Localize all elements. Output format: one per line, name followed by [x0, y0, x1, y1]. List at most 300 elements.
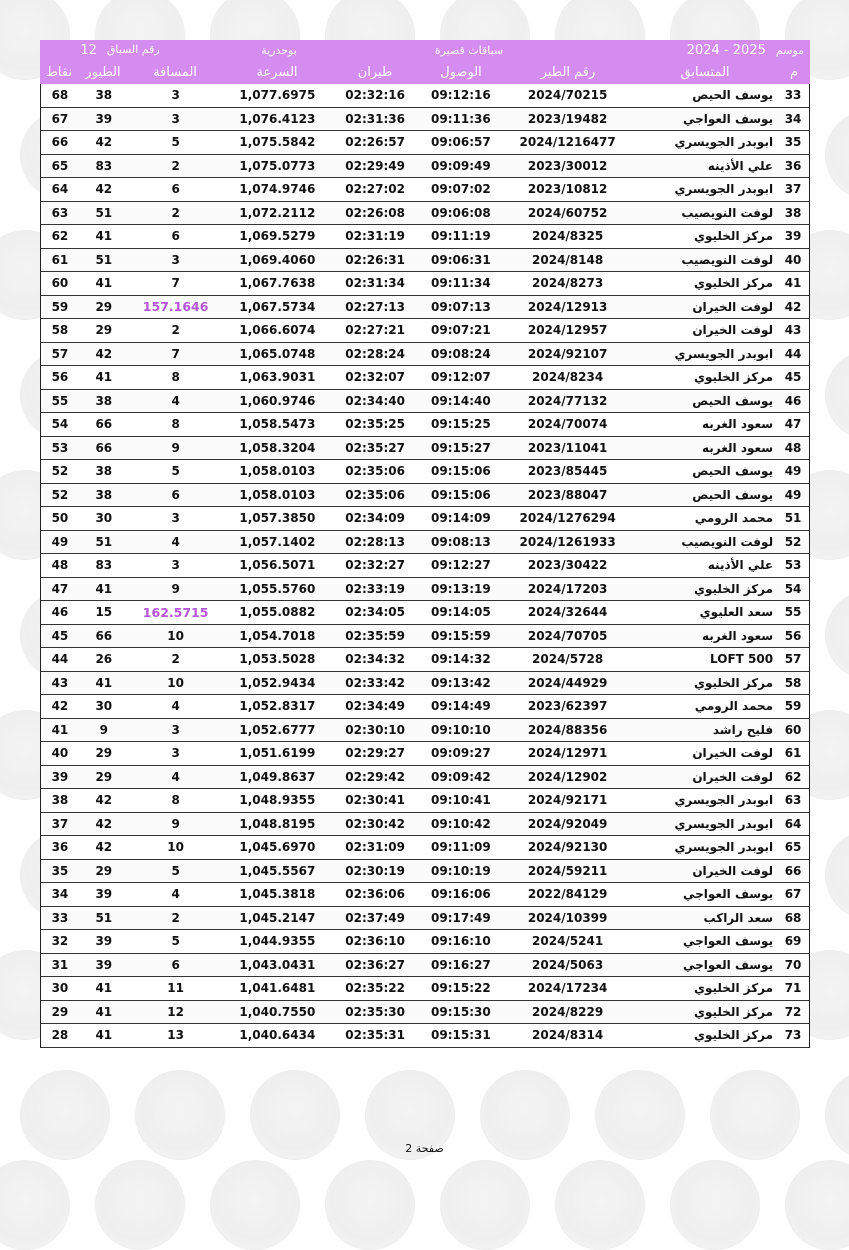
cell-distance: 7 — [171, 346, 180, 361]
cell-name: يوسف العواجي — [682, 957, 774, 972]
cell-points: 39 — [51, 769, 69, 784]
cell-rank: 34 — [784, 111, 802, 126]
cell-speed: 1,052.9434 — [239, 675, 316, 690]
table-row — [41, 178, 809, 202]
cell-points: 50 — [51, 511, 69, 526]
cell-arrival: 09:08:24 — [431, 346, 491, 361]
cell-flight: 02:35:22 — [345, 981, 405, 996]
cell-ring: 2024/1261933 — [519, 534, 616, 549]
cell-name: لوفت النويصيب — [681, 252, 774, 267]
watermark-logo — [785, 1160, 849, 1250]
cell-flight: 02:30:42 — [345, 816, 405, 831]
table-row — [41, 343, 809, 367]
cell-ring: 2024/88356 — [527, 722, 608, 737]
cell-distance: 2 — [171, 652, 180, 667]
watermark-logo — [825, 350, 849, 440]
cell-flight: 02:34:32 — [345, 652, 405, 667]
cell-arrival: 09:16:06 — [431, 887, 491, 902]
cell-ring: 2024/44929 — [527, 675, 608, 690]
cell-points: 66 — [51, 135, 69, 150]
cell-rank: 68 — [784, 910, 802, 925]
cell-speed: 1,045.6970 — [239, 840, 316, 855]
cell-flight: 02:35:30 — [345, 1004, 405, 1019]
cell-arrival: 09:11:19 — [431, 229, 491, 244]
cell-ring: 2024/77132 — [527, 393, 608, 408]
cell-name: سعد العليوي — [699, 605, 774, 620]
cell-speed: 1,040.7550 — [239, 1004, 316, 1019]
cell-name: سعود الغربه — [702, 417, 774, 432]
cell-points: 57 — [51, 346, 69, 361]
cell-birds: 51 — [95, 252, 113, 267]
cell-name: يوسف الحيص — [692, 464, 774, 479]
cell-name: لوفت الخيران — [692, 746, 774, 761]
cell-name: يوسف الحيص — [692, 393, 774, 408]
cell-speed: 1,058.5473 — [239, 417, 316, 432]
cell-rank: 51 — [784, 511, 802, 526]
cell-distance: 3 — [171, 558, 180, 573]
cell-rank: 43 — [784, 323, 802, 338]
cell-rank: 49 — [784, 464, 802, 479]
cell-flight: 02:29:27 — [345, 746, 405, 761]
cell-ring: 2024/92130 — [527, 840, 608, 855]
cell-arrival: 09:12:16 — [431, 88, 491, 103]
col-header-distance: المسافة — [153, 64, 197, 80]
cell-flight: 02:36:27 — [345, 957, 405, 972]
table-row — [41, 131, 809, 155]
cell-speed: 1,076.4123 — [239, 111, 316, 126]
cell-name: محمد الرومي — [694, 511, 774, 526]
cell-birds: 83 — [95, 158, 113, 173]
cell-birds: 41 — [95, 370, 113, 385]
cell-ring: 2024/5728 — [532, 652, 604, 667]
table-row — [41, 672, 809, 696]
cell-distance: 10 — [167, 675, 184, 690]
cell-name: مركز الخليوي — [693, 229, 774, 244]
cell-speed: 1,075.5842 — [239, 135, 316, 150]
table-row — [41, 695, 809, 719]
cell-rank: 64 — [784, 816, 802, 831]
table-row — [41, 484, 809, 508]
cell-distance: 3 — [171, 111, 180, 126]
cell-name: ابوبدر الجويسري — [674, 816, 774, 831]
col-header-birds: الطيور — [85, 64, 121, 80]
cell-arrival: 09:09:27 — [431, 746, 491, 761]
race-number: 12 — [80, 42, 97, 58]
cell-name: سعود الغربه — [702, 440, 774, 455]
cell-flight: 02:29:42 — [345, 769, 405, 784]
cell-distance: 4 — [171, 887, 180, 902]
cell-speed: 1,048.8195 — [239, 816, 316, 831]
cell-name: يوسف العواجي — [682, 887, 774, 902]
cell-arrival: 09:13:42 — [431, 675, 491, 690]
table-row — [41, 507, 809, 531]
cell-birds: 41 — [95, 229, 113, 244]
cell-ring: 2024/70705 — [527, 628, 608, 643]
cell-ring: 2024/5063 — [532, 957, 604, 972]
watermark-logo — [825, 590, 849, 680]
cell-distance: 13 — [167, 1028, 184, 1043]
table-row — [41, 836, 809, 860]
cell-ring: 2022/84129 — [527, 887, 608, 902]
table-row — [41, 390, 809, 414]
cell-speed: 1,049.8637 — [239, 769, 316, 784]
cell-ring: 2024/8325 — [532, 229, 604, 244]
cell-flight: 02:30:41 — [345, 793, 405, 808]
cell-flight: 02:31:34 — [345, 276, 405, 291]
cell-birds: 51 — [95, 910, 113, 925]
cell-speed: 1,075.0773 — [239, 158, 316, 173]
cell-rank: 52 — [784, 534, 802, 549]
cell-name: LOFT 500 — [710, 652, 774, 667]
cell-arrival: 09:09:49 — [431, 158, 491, 173]
col-header-rank: م — [789, 64, 799, 80]
cell-ring: 2024/32644 — [527, 605, 608, 620]
table-row — [41, 1001, 809, 1025]
cell-arrival: 09:16:27 — [431, 957, 491, 972]
table-row — [41, 601, 809, 625]
cell-ring: 2024/12957 — [527, 323, 608, 338]
cell-distance: 162.5715 — [142, 604, 209, 620]
cell-ring: 2024/70074 — [527, 417, 608, 432]
cell-ring: 2024/17203 — [527, 581, 608, 596]
season-label: موسم — [775, 43, 804, 57]
watermark-logo — [210, 1160, 300, 1250]
cell-distance: 4 — [171, 769, 180, 784]
cell-points: 47 — [51, 581, 69, 596]
cell-distance: 4 — [171, 393, 180, 408]
cell-name: سعد الراكب — [703, 910, 774, 925]
cell-flight: 02:28:13 — [345, 534, 405, 549]
cell-flight: 02:27:13 — [345, 299, 405, 314]
cell-ring: 2024/1216477 — [519, 135, 616, 150]
cell-ring: 2024/12913 — [527, 299, 608, 314]
cell-speed: 1,048.9355 — [239, 793, 316, 808]
cell-points: 45 — [51, 628, 69, 643]
cell-arrival: 09:14:09 — [431, 511, 491, 526]
cell-flight: 02:35:59 — [345, 628, 405, 643]
cell-points: 34 — [51, 887, 69, 902]
cell-ring: 2023/10812 — [527, 182, 608, 197]
cell-birds: 42 — [95, 793, 113, 808]
cell-ring: 2024/12902 — [527, 769, 608, 784]
cell-distance: 6 — [171, 957, 180, 972]
cell-ring: 2024/8234 — [532, 370, 604, 385]
cell-birds: 41 — [95, 1004, 113, 1019]
watermark-logo — [95, 1160, 185, 1250]
cell-birds: 9 — [99, 722, 108, 737]
cell-distance: 8 — [171, 793, 180, 808]
cell-birds: 38 — [95, 393, 113, 408]
table-row — [41, 625, 809, 649]
watermark-logo — [325, 1160, 415, 1250]
col-header-ring: رقم الطير — [540, 64, 596, 80]
table-row — [41, 272, 809, 296]
cell-flight: 02:26:08 — [345, 205, 405, 220]
race-number-info — [46, 43, 194, 58]
table-row — [41, 531, 809, 555]
cell-flight: 02:34:40 — [345, 393, 405, 408]
cell-birds: 39 — [95, 957, 113, 972]
cell-distance: 9 — [171, 440, 180, 455]
cell-birds: 66 — [95, 628, 113, 643]
cell-flight: 02:30:19 — [345, 863, 405, 878]
cell-arrival: 09:12:27 — [431, 558, 491, 573]
cell-name: ابوبدر الجويسري — [674, 793, 774, 808]
cell-speed: 1,052.6777 — [239, 722, 316, 737]
cell-arrival: 09:07:02 — [431, 182, 491, 197]
cell-flight: 02:27:02 — [345, 182, 405, 197]
table-row — [41, 860, 809, 884]
cell-rank: 48 — [784, 440, 802, 455]
watermark-logo — [440, 1160, 530, 1250]
cell-ring: 2024/8273 — [532, 276, 604, 291]
cell-ring: 2024/10399 — [527, 910, 608, 925]
table-row — [41, 413, 809, 437]
table-row — [41, 319, 809, 343]
cell-speed: 1,077.6975 — [239, 88, 316, 103]
cell-rank: 55 — [784, 605, 802, 620]
cell-rank: 65 — [784, 840, 802, 855]
cell-points: 42 — [51, 699, 69, 714]
cell-birds: 29 — [95, 746, 113, 761]
table-row — [41, 225, 809, 249]
cell-distance: 2 — [171, 910, 180, 925]
cell-birds: 42 — [95, 346, 113, 361]
cell-distance: 7 — [171, 276, 180, 291]
cell-arrival: 09:10:42 — [431, 816, 491, 831]
cell-arrival: 09:15:31 — [431, 1028, 491, 1043]
cell-flight: 02:31:36 — [345, 111, 405, 126]
table-row — [41, 719, 809, 743]
cell-arrival: 09:12:07 — [431, 370, 491, 385]
cell-arrival: 09:15:22 — [431, 981, 491, 996]
cell-flight: 02:34:05 — [345, 605, 405, 620]
cell-rank: 54 — [784, 581, 802, 596]
cell-name: ابوبدر الجويسري — [674, 346, 774, 361]
cell-speed: 1,067.7638 — [239, 276, 316, 291]
cell-speed: 1,045.5567 — [239, 863, 316, 878]
cell-rank: 53 — [784, 558, 802, 573]
cell-distance: 3 — [171, 722, 180, 737]
cell-distance: 5 — [171, 934, 180, 949]
cell-flight: 02:35:06 — [345, 464, 405, 479]
cell-speed: 1,057.1402 — [239, 534, 316, 549]
cell-flight: 02:33:19 — [345, 581, 405, 596]
cell-rank: 56 — [784, 628, 802, 643]
race-number-label: رقم السباق — [106, 42, 160, 56]
table-row — [41, 84, 809, 108]
cell-arrival: 09:08:13 — [431, 534, 491, 549]
cell-name: لوفت الخيران — [692, 323, 774, 338]
cell-ring: 2023/30012 — [527, 158, 608, 173]
col-header-arrival: الوصول — [440, 64, 482, 80]
cell-points: 52 — [51, 487, 69, 502]
table-row — [41, 108, 809, 132]
cell-points: 48 — [51, 558, 69, 573]
cell-distance: 2 — [171, 205, 180, 220]
cell-points: 65 — [51, 158, 69, 173]
cell-rank: 61 — [784, 746, 802, 761]
cell-ring: 2024/8314 — [532, 1028, 604, 1043]
cell-distance: 4 — [171, 699, 180, 714]
cell-rank: 41 — [784, 276, 802, 291]
cell-rank: 46 — [784, 393, 802, 408]
cell-points: 67 — [51, 111, 69, 126]
cell-distance: 9 — [171, 581, 180, 596]
cell-speed: 1,067.5734 — [239, 299, 316, 314]
cell-rank: 37 — [784, 182, 802, 197]
cell-birds: 83 — [95, 558, 113, 573]
cell-ring: 2023/85445 — [527, 464, 608, 479]
cell-rank: 59 — [784, 699, 802, 714]
page-number: صفحة 2 — [405, 1142, 444, 1155]
cell-distance: 5 — [171, 464, 180, 479]
cell-flight: 02:35:27 — [345, 440, 405, 455]
cell-points: 54 — [51, 417, 69, 432]
cell-flight: 02:35:31 — [345, 1028, 405, 1043]
season-years: 2025 - 2024 — [686, 42, 766, 58]
cell-ring: 2023/30422 — [527, 558, 608, 573]
table-row — [41, 954, 809, 978]
cell-ring: 2024/5241 — [532, 934, 604, 949]
cell-arrival: 09:09:42 — [431, 769, 491, 784]
cell-birds: 39 — [95, 887, 113, 902]
cell-birds: 42 — [95, 135, 113, 150]
cell-flight: 02:29:49 — [345, 158, 405, 173]
cell-speed: 1,054.7018 — [239, 628, 316, 643]
cell-rank: 49 — [784, 487, 802, 502]
cell-rank: 42 — [784, 299, 802, 314]
cell-points: 49 — [51, 534, 69, 549]
cell-flight: 02:26:57 — [345, 135, 405, 150]
cell-birds: 66 — [95, 417, 113, 432]
cell-flight: 02:28:24 — [345, 346, 405, 361]
cell-points: 33 — [51, 910, 69, 925]
cell-flight: 02:32:07 — [345, 370, 405, 385]
cell-name: ابوبدر الجويسري — [674, 182, 774, 197]
cell-arrival: 09:15:27 — [431, 440, 491, 455]
cell-arrival: 09:15:06 — [431, 464, 491, 479]
watermark-logo — [670, 1160, 760, 1250]
cell-points: 68 — [51, 88, 69, 103]
cell-name: مركز الخليوي — [693, 276, 774, 291]
cell-points: 32 — [51, 934, 69, 949]
cell-rank: 71 — [784, 981, 802, 996]
cell-ring: 2024/60752 — [527, 205, 608, 220]
cell-flight: 02:35:25 — [345, 417, 405, 432]
cell-flight: 02:34:09 — [345, 511, 405, 526]
col-header-points: نقاط — [45, 64, 73, 80]
cell-speed: 1,053.5028 — [239, 652, 316, 667]
cell-arrival: 09:10:41 — [431, 793, 491, 808]
cell-distance: 5 — [171, 863, 180, 878]
cell-speed: 1,045.3818 — [239, 887, 316, 902]
cell-distance: 6 — [171, 229, 180, 244]
table-row — [41, 813, 809, 837]
cell-arrival: 09:11:36 — [431, 111, 491, 126]
cell-speed: 1,074.9746 — [239, 182, 316, 197]
cell-points: 30 — [51, 981, 69, 996]
cell-rank: 70 — [784, 957, 802, 972]
cell-birds: 41 — [95, 276, 113, 291]
cell-speed: 1,056.5071 — [239, 558, 316, 573]
cell-distance: 2 — [171, 323, 180, 338]
cell-speed: 1,055.5760 — [239, 581, 316, 596]
cell-rank: 69 — [784, 934, 802, 949]
cell-birds: 41 — [95, 675, 113, 690]
cell-ring: 2023/88047 — [527, 487, 608, 502]
cell-arrival: 09:10:10 — [431, 722, 491, 737]
cell-points: 37 — [51, 816, 69, 831]
cell-flight: 02:32:27 — [345, 558, 405, 573]
cell-birds: 29 — [95, 769, 113, 784]
cell-points: 28 — [51, 1028, 69, 1043]
cell-arrival: 09:15:25 — [431, 417, 491, 432]
cell-name: مركز الخليوي — [693, 1028, 774, 1043]
cell-birds: 39 — [95, 934, 113, 949]
cell-points: 43 — [51, 675, 69, 690]
cell-speed: 1,066.6074 — [239, 323, 316, 338]
cell-name: علي الأذينه — [707, 158, 774, 173]
cell-speed: 1,058.3204 — [239, 440, 316, 455]
col-header-speed: السرعة — [256, 64, 298, 80]
cell-ring: 2024/17234 — [527, 981, 608, 996]
cell-name: لوفت النويصيب — [681, 534, 774, 549]
cell-speed: 1,041.6481 — [239, 981, 316, 996]
table-row — [41, 554, 809, 578]
cell-name: فليح راشد — [712, 722, 774, 737]
cell-birds: 66 — [95, 440, 113, 455]
cell-name: ابوبدر الجويسري — [674, 135, 774, 150]
cell-points: 38 — [51, 793, 69, 808]
cell-arrival: 09:13:19 — [431, 581, 491, 596]
cell-arrival: 09:14:40 — [431, 393, 491, 408]
cell-birds: 42 — [95, 816, 113, 831]
cell-arrival: 09:06:31 — [431, 252, 491, 267]
cell-birds: 29 — [95, 863, 113, 878]
cell-ring: 2024/12971 — [527, 746, 608, 761]
cell-points: 36 — [51, 840, 69, 855]
cell-ring: 2024/92171 — [527, 793, 608, 808]
table-row — [41, 460, 809, 484]
watermark-logo — [555, 1160, 645, 1250]
cell-speed: 1,060.9746 — [239, 393, 316, 408]
cell-points: 61 — [51, 252, 69, 267]
cell-rank: 36 — [784, 158, 802, 173]
results-sheet — [40, 40, 810, 1048]
table-row — [41, 366, 809, 390]
race-type: سباقات قصيرة — [434, 43, 504, 57]
cell-points: 31 — [51, 957, 69, 972]
cell-ring: 2023/11041 — [527, 440, 608, 455]
column-headers — [40, 60, 810, 84]
cell-name: ابوبدر الجويسري — [674, 840, 774, 855]
cell-flight: 02:37:49 — [345, 910, 405, 925]
cell-distance: 10 — [167, 840, 184, 855]
cell-arrival: 09:11:34 — [431, 276, 491, 291]
cell-distance: 5 — [171, 135, 180, 150]
cell-speed: 1,043.0431 — [239, 957, 316, 972]
cell-points: 64 — [51, 182, 69, 197]
cell-name: يوسف العواجي — [682, 934, 774, 949]
table-header — [40, 40, 810, 84]
cell-flight: 02:31:19 — [345, 229, 405, 244]
cell-points: 40 — [51, 746, 69, 761]
cell-rank: 62 — [784, 769, 802, 784]
table-row — [41, 766, 809, 790]
watermark-logo — [825, 830, 849, 920]
cell-distance: 6 — [171, 487, 180, 502]
